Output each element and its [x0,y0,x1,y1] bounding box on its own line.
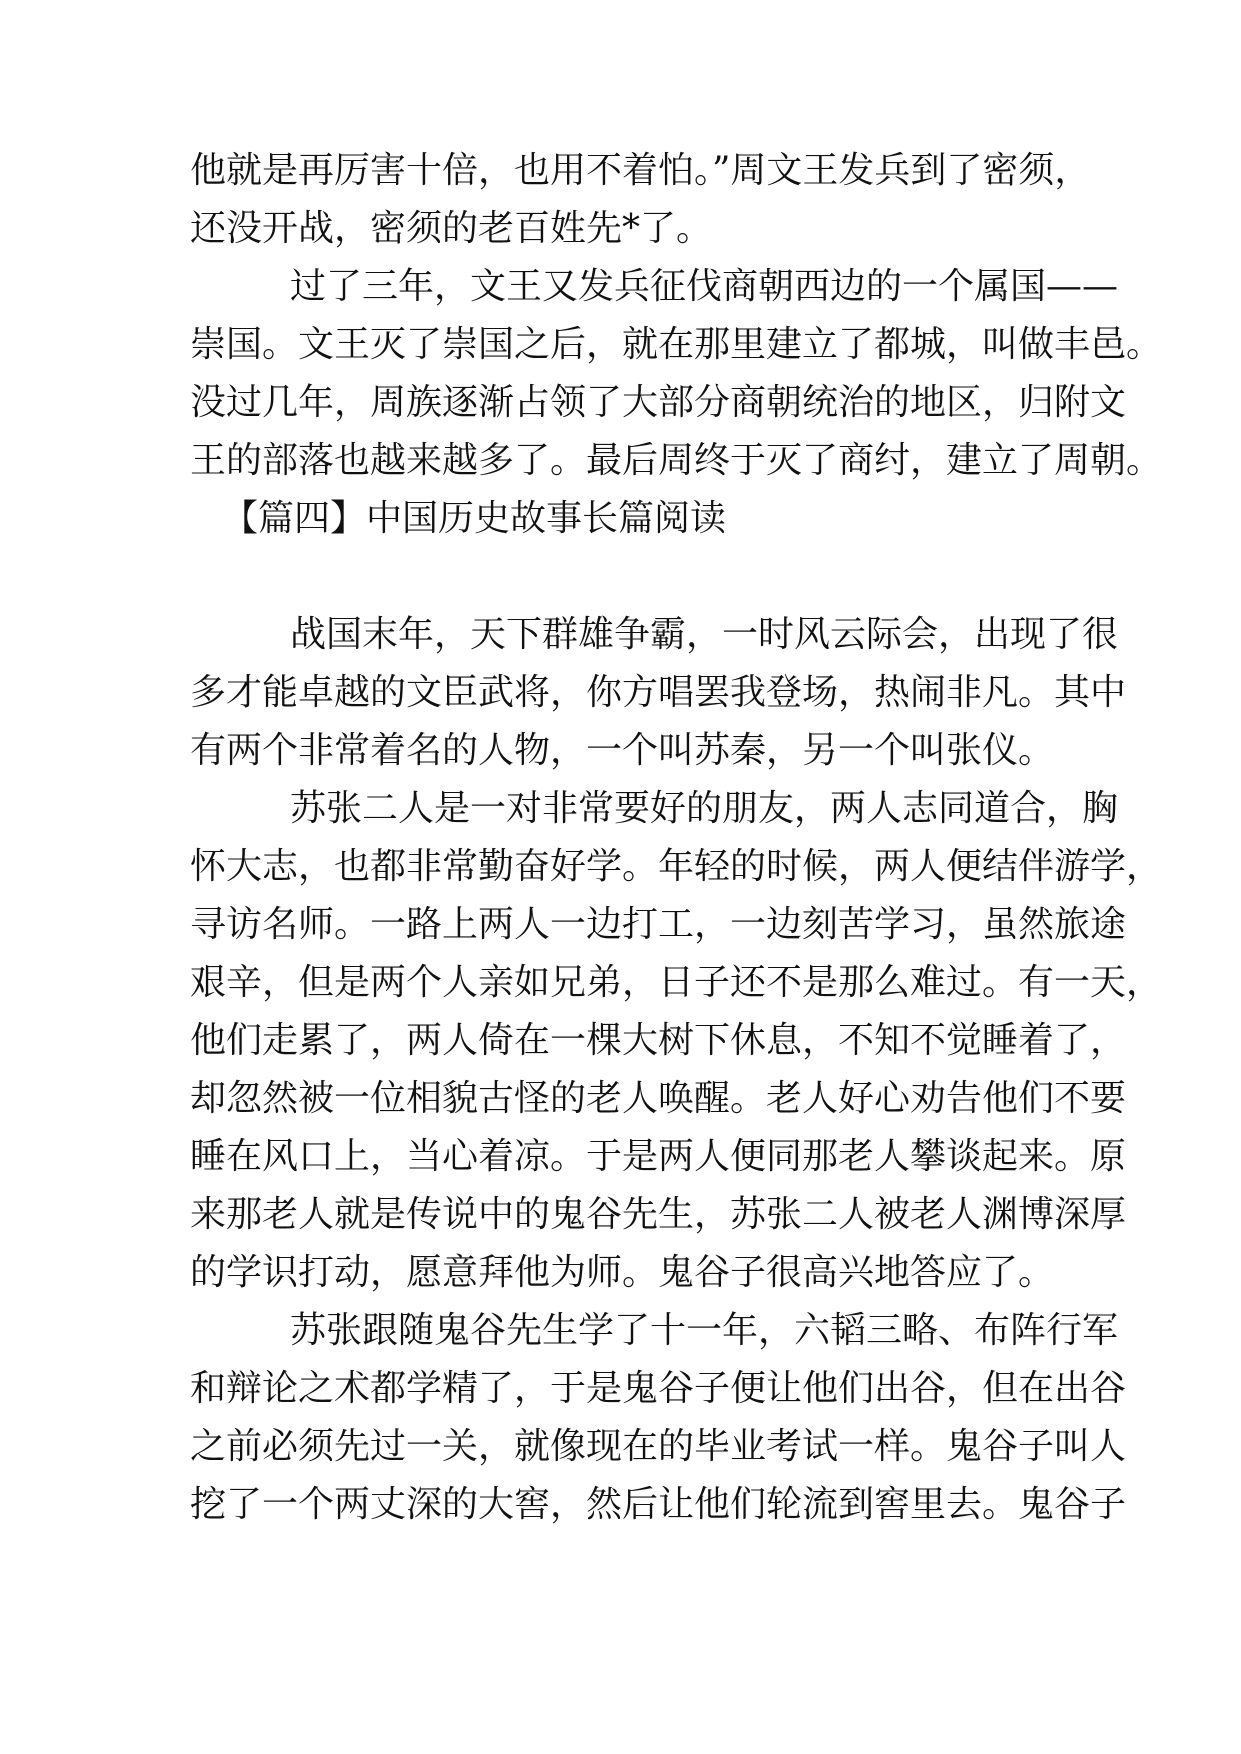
text-line: 他们走累了，两人倚在一棵大树下休息，不知不觉睡着了， [190,1020,1127,1061]
paragraph-first-line: 过了三年，文王又发兵征伐商朝西边的一个属国—— [290,266,1119,307]
text-line: 有两个非常着名的人物，一个叫苏秦，另一个叫张仪。 [190,730,1055,771]
text-line: 挖了一个两丈深的大窖，然后让他们轮流到窖里去。鬼谷子 [190,1484,1127,1525]
text-line: 王的部落也越来越多了。最后周终于灭了商纣，建立了周朝。 [190,440,1163,481]
text-line: 还没开战，密须的老百姓先*了。 [190,208,713,249]
paragraph-first-line: 苏张跟随鬼谷先生学了十一年，六韬三略、布阵行军 [290,1310,1119,1351]
text-line: 他就是再厉害十倍，也用不着怕。”周文王发兵到了密须， [190,150,1091,191]
text-line: 多才能卓越的文臣武将，你方唱罢我登场，热闹非凡。其中 [190,672,1127,713]
text-line: 怀大志，也都非常勤奋好学。年轻的时候，两人便结伴游学， [190,846,1163,887]
text-line: 却忽然被一位相貌古怪的老人唤醒。老人好心劝告他们不要 [190,1078,1127,1119]
text-line: 来那老人就是传说中的鬼谷先生，苏张二人被老人渊博深厚 [190,1194,1127,1235]
text-line: 和辩论之术都学精了，于是鬼谷子便让他们出谷，但在出谷 [190,1368,1127,1409]
paragraph-first-line: 苏张二人是一对非常要好的朋友，两人志同道合，胸 [290,788,1119,829]
text-line: 寻访名师。一路上两人一边打工，一边刻苦学习，虽然旅途 [190,904,1127,945]
paragraph-first-line: 战国末年，天下群雄争霸，一时风云际会，出现了很 [290,614,1119,655]
text-line: 崇国。文王灭了崇国之后，就在那里建立了都城，叫做丰邑。 [190,324,1163,365]
text-line: 没过几年，周族逐渐占领了大部分商朝统治的地区，归附文 [190,382,1127,423]
text-line: 艰辛，但是两个人亲如兄弟，日子还不是那么难过。有一天， [190,962,1163,1003]
text-line: 之前必须先过一关，就像现在的毕业考试一样。鬼谷子叫人 [190,1426,1127,1467]
section-heading: 【篇四】中国历史故事长篇阅读 [222,498,727,539]
text-line: 的学识打动，愿意拜他为师。鬼谷子很高兴地答应了。 [190,1252,1055,1293]
text-line: 睡在风口上，当心着凉。于是两人便同那老人攀谈起来。原 [190,1136,1127,1177]
